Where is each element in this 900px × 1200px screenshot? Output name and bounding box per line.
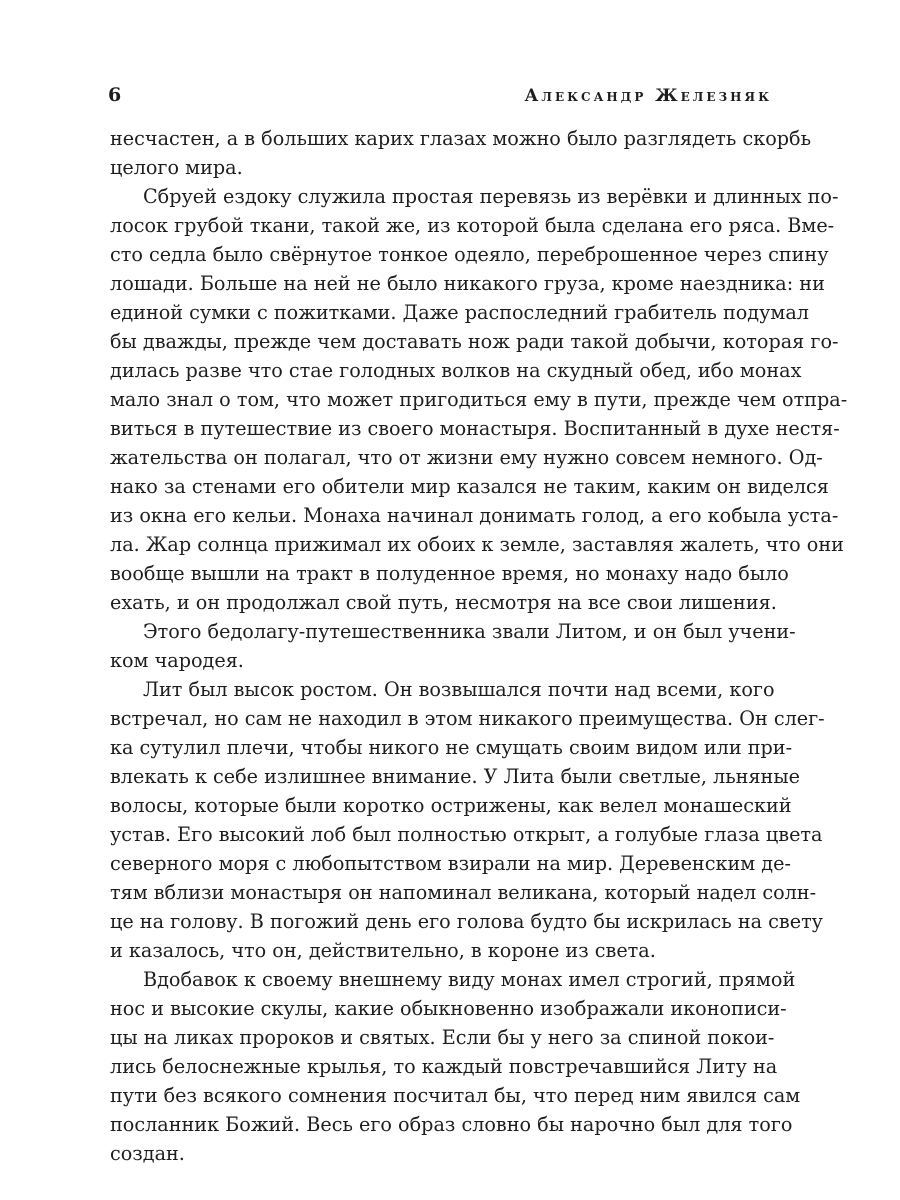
text-line: несчастен, а в больших карих глазах можно было разглядеть скорбь xyxy=(110,127,812,150)
text-line: нако за стенами его обители мир казался не таким, каким он виделся xyxy=(110,475,829,498)
text-line: Лит был высок ростом. Он возвышался почти над всеми, кого xyxy=(143,678,775,701)
paragraph xyxy=(110,965,801,1168)
text-line: дилась разве что стае голодных волков на скудный обед, ибо монах xyxy=(110,359,802,382)
text-line: бы дважды, прежде чем доставать нож ради такой добычи, которая го- xyxy=(110,330,839,353)
text-line: лошади. Больше на ней не было никакого груза, кроме наездника: ни xyxy=(110,272,825,295)
text-line: единой сумки с пожитками. Даже распоследний грабитель подумал xyxy=(110,301,809,324)
text-line: волосы, которые были коротко острижены, как велел монашеский xyxy=(110,794,792,817)
text-line: влекать к себе излишнее внимание. У Лита были светлые, льняные xyxy=(110,765,800,788)
text-line: виться в путешествие из своего монастыря. Воспитанный в духе нестя- xyxy=(110,417,840,440)
paragraph xyxy=(110,182,848,617)
text-line: устав. Его высокий лоб был полностью открыт, а голубые глаза цвета xyxy=(110,823,823,846)
text-line: мало знал о том, что может пригодиться ему в пути, прежде чем отпра- xyxy=(110,388,848,411)
paragraph xyxy=(110,617,796,675)
text-line: Этого бедолагу-путешественника звали Литом, и он был учени- xyxy=(143,620,796,643)
text-line: встречал, но сам не находил в этом никакого преимущества. Он слег- xyxy=(110,707,825,730)
text-line: ла. Жар солнца прижимал их обоих к земле, заставляя жалеть, что они xyxy=(110,533,844,556)
text-line: и казалось, что он, действительно, в короне из света. xyxy=(110,939,656,962)
body-text xyxy=(110,124,848,1168)
text-line: пути без всякого сомнения посчитал бы, что перед ним явился сам xyxy=(110,1084,801,1107)
paragraph xyxy=(110,675,825,965)
paragraph xyxy=(110,124,812,182)
text-line: лись белоснежные крылья, то каждый повстречавшийся Литу на xyxy=(110,1055,778,1078)
text-line: из окна его кельи. Монаха начинал донимать голод, а его кобыла уста- xyxy=(110,504,839,527)
running-header xyxy=(108,84,772,114)
text-line: северного моря с любопытством взирали на мир. Деревенским де- xyxy=(110,852,791,875)
text-line: ком чародея. xyxy=(110,649,244,672)
text-line: нос и высокие скулы, какие обыкновенно изображали иконописи- xyxy=(110,997,787,1020)
text-line: Сбруей ездоку служила простая перевязь из верёвки и длинных по- xyxy=(143,185,839,208)
page-number: 6 xyxy=(108,84,122,106)
text-line: сто седла было свёрнутое тонкое одеяло, переброшенное через спину xyxy=(110,243,829,266)
running-head-author: Александр Железняк xyxy=(524,86,772,106)
text-line: тям вблизи монастыря он напоминал великана, который надел солн- xyxy=(110,881,817,904)
text-line: цы на ликах пророков и святых. Если бы у него за спиной покои- xyxy=(110,1026,775,1049)
text-line: целого мира. xyxy=(110,156,243,179)
text-line: посланник Божий. Весь его образ словно бы нарочно был для того xyxy=(110,1113,793,1136)
text-line: Вдобавок к своему внешнему виду монах имел строгий, прямой xyxy=(143,968,796,991)
text-line: це на голову. В погожий день его голова будто бы искрилась на свету xyxy=(110,910,823,933)
text-line: создан. xyxy=(110,1142,185,1165)
text-line: ка сутулил плечи, чтобы никого не смущать своим видом или при- xyxy=(110,736,793,759)
text-line: лосок грубой ткани, такой же, из которой была сделана его ряса. Вме- xyxy=(110,214,835,237)
text-line: ехать, и он продолжал свой путь, несмотря на все свои лишения. xyxy=(110,591,777,614)
text-line: жательства он полагал, что от жизни ему нужно совсем немного. Од- xyxy=(110,446,823,469)
text-line: вообще вышли на тракт в полуденное время, но монаху надо было xyxy=(110,562,789,585)
